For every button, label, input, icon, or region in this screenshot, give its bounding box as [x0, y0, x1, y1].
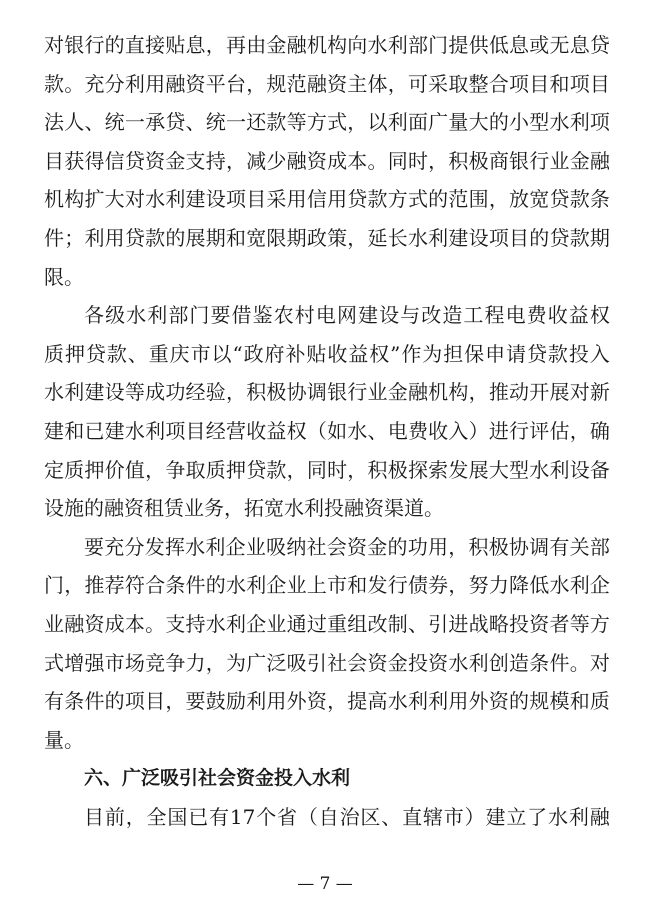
- text-line: 定 质 押 价 值 ， 争 取 质 押 贷 款 ， 同 时 ， 积 极 探 索 发 展 大 型 水 利 设 备: [44, 457, 610, 482]
- text-line: 水 利 建 设 等 成 功 经 验 ， 积 极 协 调 银 行 业 金 融 机 构 ， 推 动 开 展 对 新: [44, 380, 610, 405]
- body-text: [44, 26, 610, 836]
- text-line: 目 获 得 信 贷 资 金 支 持 ， 减 少 融 资 成 本 。 同 时 ， 积 极 商 银 行 业 金 融: [44, 148, 610, 173]
- text-line: 门 ， 推 荐 符 合 条 件 的 水 利 企 业 上 市 和 发 行 债 券 ， 努 力 降 低 水 利 企: [44, 573, 610, 598]
- text-line: 业 融 资 成 本 。 支 持 水 利 企 业 通 过 重 组 改 制 、 引 进 战 略 投 资 者 等 方: [44, 611, 610, 636]
- text-line: 设施的融资租赁业务，拓宽水利投融资渠道。: [44, 496, 444, 521]
- text-line: 机 构 扩 大 对 水 利 建 设 项 目 采 用 信 用 贷 款 方 式 的 范 围 ， 放 宽 贷 款 条: [44, 187, 610, 212]
- text-line: 限。: [44, 264, 84, 289]
- page-number: — 7 —: [297, 874, 353, 894]
- text-line: 件 ； 利 用 贷 款 的 展 期 和 宽 限 期 政 策 ， 延 长 水 利 建 设 项 目 的 贷 款 期: [44, 225, 610, 250]
- text-line: 要 充 分 发 挥 水 利 企 业 吸 纳 社 会 资 金 的 功 用 ， 积 极 协 调 有 关 部: [84, 534, 610, 559]
- text-line: 款 。 充 分 利 用 融 资 平 台 ， 规 范 融 资 主 体 ， 可 采 取 整 合 项 目 和 项 目: [44, 71, 610, 96]
- text-line: 量。: [44, 727, 84, 752]
- text-line: 质 押 贷 款 、 重 庆 市 以 “ 政 府 补 贴 收 益 权 ” 作 为 担 保 申 请 贷 款 投 入: [44, 341, 610, 366]
- text-line: 式 增 强 市 场 竞 争 力 ， 为 广 泛 吸 引 社 会 资 金 投 资 水 利 创 造 条 件 。 对: [44, 650, 610, 675]
- text-line: 建 和 已 建 水 利 项 目 经 营 收 益 权 （ 如 水 、 电 费 收 入 ） 进 行 评 估 ， 确: [44, 418, 610, 443]
- text-line: 对 银 行 的 直 接 贴 息 ， 再 由 金 融 机 构 向 水 利 部 门 提 供 低 息 或 无 息 贷: [44, 33, 610, 57]
- text-line: 法 人 、 统 一 承 贷 、 统 一 还 款 等 方 式 ， 以 利 面 广 量 大 的 小 型 水 利 项: [44, 110, 610, 135]
- text-line: 各 级 水 利 部 门 要 借 鉴 农 村 电 网 建 设 与 改 造 工 程 电 费 收 益 权: [84, 303, 610, 328]
- text-line: 目 前 ， 全 国 已 有 17 个 省 （ 自 治 区 、 直 辖 市 ） 建 立 了 水 利 融: [84, 804, 610, 829]
- text-line: 有 条 件 的 项 目 ， 要 鼓 励 利 用 外 资 ， 提 高 水 利 利 用 外 资 的 规 模 和 质: [44, 689, 610, 714]
- section-heading: 六、广泛吸引社会资金投入水利: [84, 767, 351, 790]
